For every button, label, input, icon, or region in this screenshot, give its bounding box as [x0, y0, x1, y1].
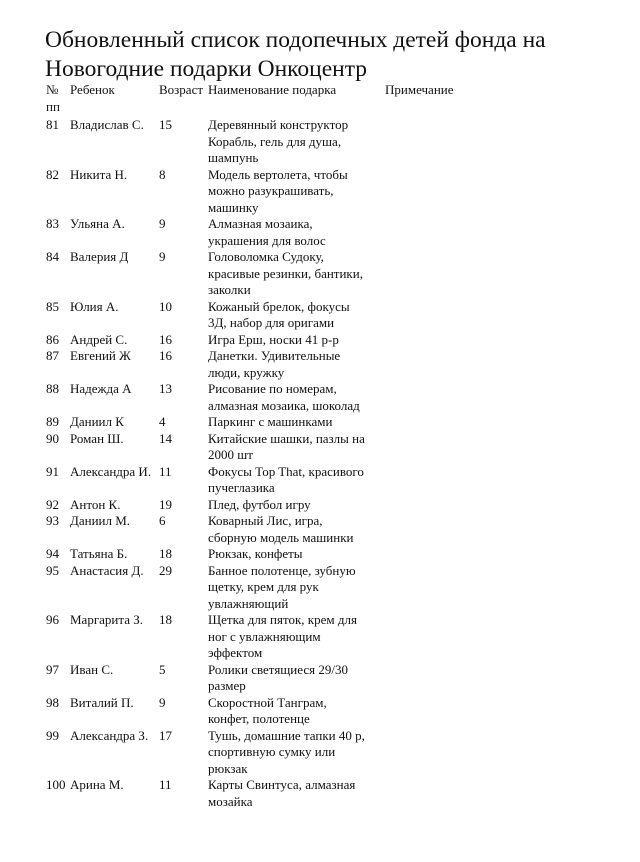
gift-line: Паркинг с машинками: [208, 414, 333, 429]
gift-description: [208, 216, 385, 249]
child-age: 13: [159, 381, 172, 396]
gift-line: Плед, футбол игру: [208, 496, 311, 512]
child-age: 11: [159, 463, 172, 479]
header-child: Ребенок: [70, 82, 115, 97]
row-number: 83: [46, 216, 59, 231]
gift-line: Данетки. Удивительные: [208, 348, 341, 363]
gift-line: Модель вертолета, чтобы: [208, 166, 348, 182]
row-number: 87: [46, 348, 59, 363]
child-name: Татьяна Б.: [70, 546, 128, 561]
gift-description: [208, 563, 385, 613]
gift-description: [208, 513, 385, 546]
row-number: 92: [46, 496, 59, 512]
child-name: Даниил М.: [70, 513, 131, 528]
gift-description: [208, 332, 385, 349]
row-number: 98: [46, 694, 59, 710]
table-row: [46, 167, 606, 217]
row-number: 95: [46, 562, 59, 578]
gift-line: Карты Свинтуса, алмазная: [208, 777, 356, 792]
gift-line: щетку, крем для рук: [208, 579, 319, 594]
child-name: Надежда А: [70, 381, 132, 396]
title-line-2: Новогодние подарки Онкоцентр: [45, 56, 368, 82]
header-gift: Наименование подарка: [208, 82, 337, 97]
header-age: Возраст: [159, 82, 204, 97]
child-age: 29: [159, 562, 172, 578]
row-number: 93: [46, 513, 59, 528]
gift-description: [208, 381, 385, 414]
table-row: [46, 612, 606, 662]
gift-description: [208, 431, 385, 464]
gift-description: [208, 249, 385, 299]
gift-description: [208, 728, 385, 778]
table-row: [46, 546, 606, 563]
child-name: Юлия А.: [70, 298, 119, 314]
gift-line: Фокусы Top That, красивого: [208, 463, 364, 479]
child-age: 9: [159, 249, 166, 264]
table-row: [46, 497, 606, 514]
gift-line: 2000 шт: [208, 447, 253, 462]
gift-line: Деревянный конструктор: [208, 117, 349, 132]
child-name: Арина М.: [70, 777, 124, 792]
row-number: 81: [46, 117, 59, 132]
gift-line: пучеглазика: [208, 480, 275, 495]
table-row: [46, 414, 606, 431]
row-number: 84: [46, 249, 59, 264]
child-name: Роман Ш.: [70, 430, 124, 446]
gift-description: [208, 612, 385, 662]
header-number-pp: пп: [46, 98, 60, 114]
table-row: [46, 777, 606, 810]
gift-description: [208, 464, 385, 497]
gift-line: можно разукрашивать,: [208, 183, 334, 198]
title-line-1: Обновленный список подопечных детей фонда на: [45, 27, 546, 53]
child-age: 16: [159, 348, 172, 363]
child-age: 5: [159, 661, 166, 677]
child-age: 18: [159, 612, 172, 627]
table-row: [46, 332, 606, 349]
gift-line: украшения для волос: [208, 232, 326, 248]
gift-line: сборную модель машинки: [208, 529, 354, 545]
table-row: [46, 348, 606, 381]
table-row: [46, 381, 606, 414]
gift-line: люди, кружку: [208, 364, 285, 380]
table-row: [46, 216, 606, 249]
child-age: 9: [159, 694, 166, 710]
gift-description: [208, 348, 385, 381]
child-name: Виталий П.: [70, 694, 134, 710]
gift-line: Корабль, гель для душа,: [208, 133, 342, 149]
gift-line: Игра Ерш, носки 41 р-р: [208, 331, 339, 347]
table-row: [46, 117, 606, 167]
gift-line: Коварный Лис, игра,: [208, 513, 323, 528]
gift-line: Ролики светящиеся 29/30: [208, 661, 348, 677]
row-number: 91: [46, 463, 59, 479]
gift-line: размер: [208, 678, 246, 693]
header-number-symbol: №: [46, 82, 59, 97]
gift-description: [208, 299, 385, 332]
child-name: Анастасия Д.: [70, 562, 144, 578]
row-number: 85: [46, 298, 59, 314]
gift-description: [208, 167, 385, 217]
gift-line: Тушь, домашние тапки 40 р,: [208, 727, 365, 743]
gift-line: Алмазная мозаика,: [208, 216, 313, 231]
row-number: 97: [46, 661, 59, 677]
child-age: 4: [159, 414, 166, 429]
gift-line: Головоломка Судоку,: [208, 249, 324, 264]
gift-description: [208, 662, 385, 695]
table-row: [46, 299, 606, 332]
gift-line: Скоростной Танграм,: [208, 694, 327, 710]
child-age: 11: [159, 777, 172, 792]
row-number: 100: [46, 777, 66, 792]
table-row: [46, 249, 606, 299]
child-age: 16: [159, 331, 172, 347]
gift-line: рюкзак: [208, 760, 248, 776]
gift-line: Рисование по номерам,: [208, 381, 337, 396]
header-number: [46, 82, 70, 115]
child-name: Даниил К: [70, 414, 124, 429]
gift-description: [208, 695, 385, 728]
row-number: 89: [46, 414, 59, 429]
child-name: Иван С.: [70, 661, 114, 677]
gift-line: ног с увлажняющим: [208, 628, 321, 644]
table-row: [46, 695, 606, 728]
gift-line: Кожаный брелок, фокусы: [208, 298, 350, 314]
gift-line: Щетка для пяток, крем для: [208, 612, 357, 627]
child-name: Александра И.: [70, 463, 152, 479]
child-name: Маргарита З.: [70, 612, 144, 627]
gift-description: [208, 414, 385, 431]
gift-line: увлажняющий: [208, 595, 289, 611]
table-row: [46, 662, 606, 695]
child-age: 19: [159, 496, 172, 512]
gift-line: заколки: [208, 282, 251, 297]
child-name: Владислав С.: [70, 117, 144, 132]
child-name: Никита Н.: [70, 166, 128, 182]
gift-line: спортивную сумку или: [208, 744, 336, 759]
gift-line: алмазная мозаика, шоколад: [208, 397, 360, 413]
document-title: [45, 26, 605, 84]
row-number: 82: [46, 166, 59, 182]
gift-line: шампунь: [208, 150, 259, 165]
row-number: 88: [46, 381, 59, 396]
gift-line: Рюкзак, конфеты: [208, 546, 303, 561]
gift-line: Китайские шашки, пазлы на: [208, 430, 365, 446]
gift-line: красивые резинки, бантики,: [208, 265, 363, 281]
child-age: 18: [159, 546, 172, 561]
child-age: 8: [159, 166, 166, 182]
table-row: [46, 563, 606, 613]
gift-description: [208, 777, 385, 810]
gift-description: [208, 546, 385, 563]
gift-line: мозайка: [208, 793, 253, 809]
table-row: [46, 464, 606, 497]
table-header-row: [46, 82, 606, 115]
gift-description: [208, 497, 385, 514]
gift-line: Банное полотенце, зубную: [208, 562, 356, 578]
row-number: 90: [46, 430, 59, 446]
child-age: 15: [159, 117, 172, 132]
table-row: [46, 728, 606, 778]
gift-description: [208, 117, 385, 167]
children-gift-table: [46, 82, 606, 810]
child-age: 17: [159, 727, 172, 743]
gift-line: конфет, полотенце: [208, 711, 310, 726]
row-number: 99: [46, 727, 59, 743]
child-age: 6: [159, 513, 166, 528]
child-age: 9: [159, 216, 166, 231]
table-body: [46, 117, 606, 810]
row-number: 94: [46, 546, 59, 561]
row-number: 86: [46, 331, 59, 347]
child-age: 14: [159, 430, 172, 446]
gift-line: машинку: [208, 199, 259, 215]
table-row: [46, 431, 606, 464]
gift-line: 3Д, набор для оригами: [208, 315, 335, 330]
child-name: Евгений Ж: [70, 348, 131, 363]
gift-line: эффектом: [208, 645, 263, 660]
row-number: 96: [46, 612, 59, 627]
child-name: Александра З.: [70, 727, 149, 743]
child-name: Антон К.: [70, 496, 121, 512]
child-name: Валерия Д: [70, 249, 129, 264]
child-age: 10: [159, 298, 172, 314]
table-row: [46, 513, 606, 546]
child-name: Ульяна А.: [70, 216, 125, 231]
child-name: Андрей С.: [70, 331, 128, 347]
header-note: Примечание: [385, 82, 454, 97]
